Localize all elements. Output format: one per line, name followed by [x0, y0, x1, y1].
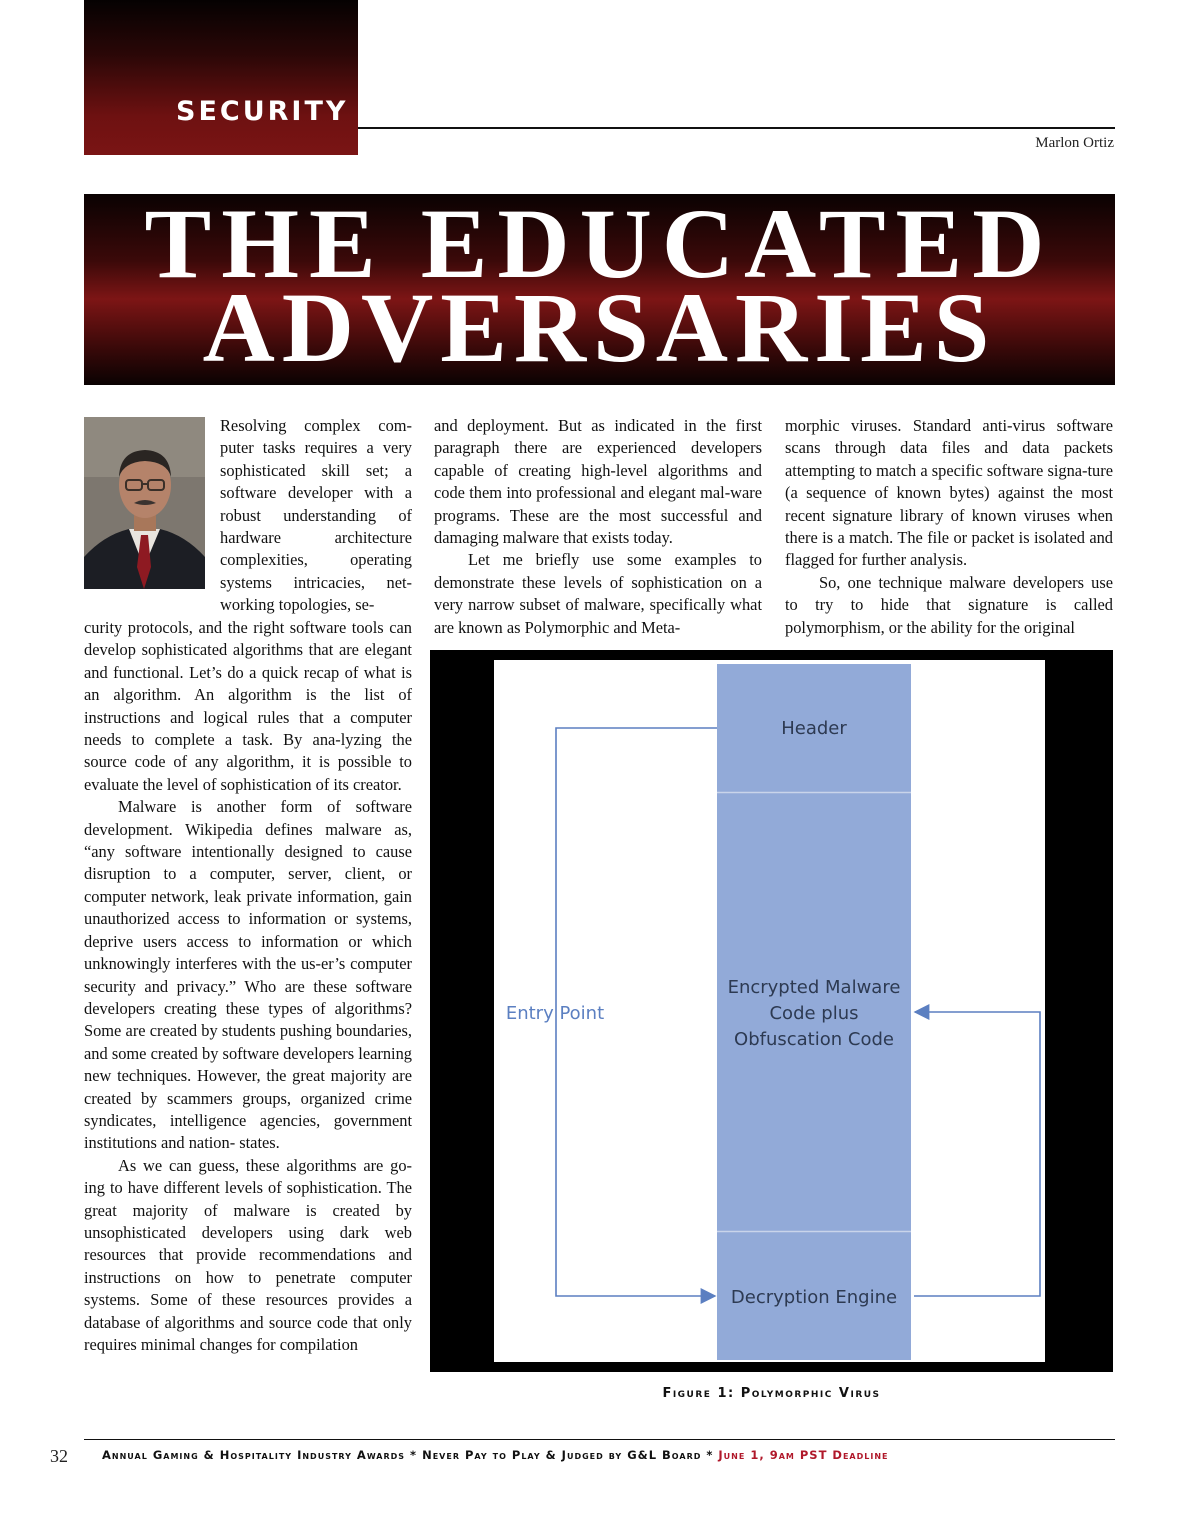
footer-deadline: June 1, 9am PST Deadline	[718, 1448, 889, 1462]
author-name: Marlon Ortiz	[1035, 135, 1114, 151]
column-3	[785, 415, 1113, 639]
entry-point-label: Entry Point	[505, 1003, 605, 1024]
decryption-engine-label: Decryption Engine	[730, 1287, 898, 1308]
paragraph-2: Malware is another form of software development. Wikipedia defines malware as, “any software intentionally designed to cause disruption to a computer, server, client, or computer network, leak private information, gain unauthorized access to information or systems, deprive users access to information or which unknowingly interferes with the us-er’s computer security and privacy.” Who are these software developers creating these types of algorithms? Some are created by students pushing boundaries, and some created by software developers learning new techniques. However, the great majority are created by scammers groups, organized crime syndicates, intelligence agencies, government institutions and nation- states.	[84, 797, 412, 1153]
footer-banner	[102, 1448, 1102, 1462]
section-label: SECURITY	[176, 96, 349, 127]
header-label: Header	[781, 718, 847, 739]
payload-label-line-3: Obfuscation Code	[734, 1029, 894, 1050]
paragraph-1-start: Resolving complex com-puter tasks requires a very sophisticated skill set; a software developer with a robust understanding of hardware architecture complexities, operating systems intricacies, net-working topologies, se-	[220, 416, 412, 615]
payload-label-line-2: Code plus	[769, 1003, 859, 1024]
paragraph-5: Let me briefly use some examples to demonstrate these levels of sophistication on a very narrow subset of malware, specifically what are known as Polymorphic and Meta-	[434, 550, 762, 637]
figure-frame	[430, 650, 1113, 1372]
title-line-2: ADVERSARIES	[202, 272, 997, 383]
paragraph-1-continued: curity protocols, and the right software tools can develop sophisticated algorithms that are elegant and functional. Let’s do a quick recap of what is an algorithm. An algorithm is the list of instructions and logical rules that a computer needs to complete a task. By ana-lyzing the source code of any algorithm, it is possible to evaluate the level of sophistication of its creator.	[84, 618, 412, 794]
page-number: 32	[50, 1446, 68, 1466]
column-2	[434, 415, 762, 639]
paragraph-3: As we can guess, these algorithms are go-ing to have different levels of sophistication. The great majority of malware is created by unsophisticated developers using dark web resources that provide recommendations and instructions on how to penetrate computer systems. Some of these resources provides a database of algorithms and source code that only requires minimal changes for compilation	[84, 1155, 412, 1354]
portrait-image	[84, 417, 205, 589]
polymorphic-virus-diagram	[494, 660, 1045, 1362]
footer-rule	[84, 1439, 1115, 1440]
paragraph-7: So, one technique malware developers use to try to hide that signature is called polymorphism, or the ability for the original	[785, 572, 1113, 637]
column-1-intro	[220, 415, 412, 617]
paragraph-6: morphic viruses. Standard anti-virus software scans through data files and data packets attempting to match a specific software signa-ture (a sequence of known bytes) against the most recent signature library of known viruses when there is a match. The file or packet is isolated and flagged for further analysis.	[785, 416, 1113, 570]
section-banner	[84, 0, 358, 155]
paragraph-4: and deployment. But as indicated in the first paragraph there are experienced developers capable of creating high-level algorithms and code them into professional and elegant mal-ware programs. These are the most successful and damaging malware that exists today.	[434, 416, 762, 548]
author-photo	[84, 417, 205, 589]
payload-label-line-1: Encrypted Malware	[727, 977, 901, 998]
title-banner	[84, 194, 1115, 385]
column-1	[84, 617, 412, 1356]
title-line-1: THE EDUCATED	[144, 194, 1055, 299]
footer-awards-text: Annual Gaming & Hospitality Industry Awards * Never Pay to Play & Judged by G&L Board *	[102, 1448, 719, 1462]
figure-caption: Figure 1: Polymorphic Virus	[662, 1386, 881, 1401]
header-rule	[358, 127, 1115, 129]
